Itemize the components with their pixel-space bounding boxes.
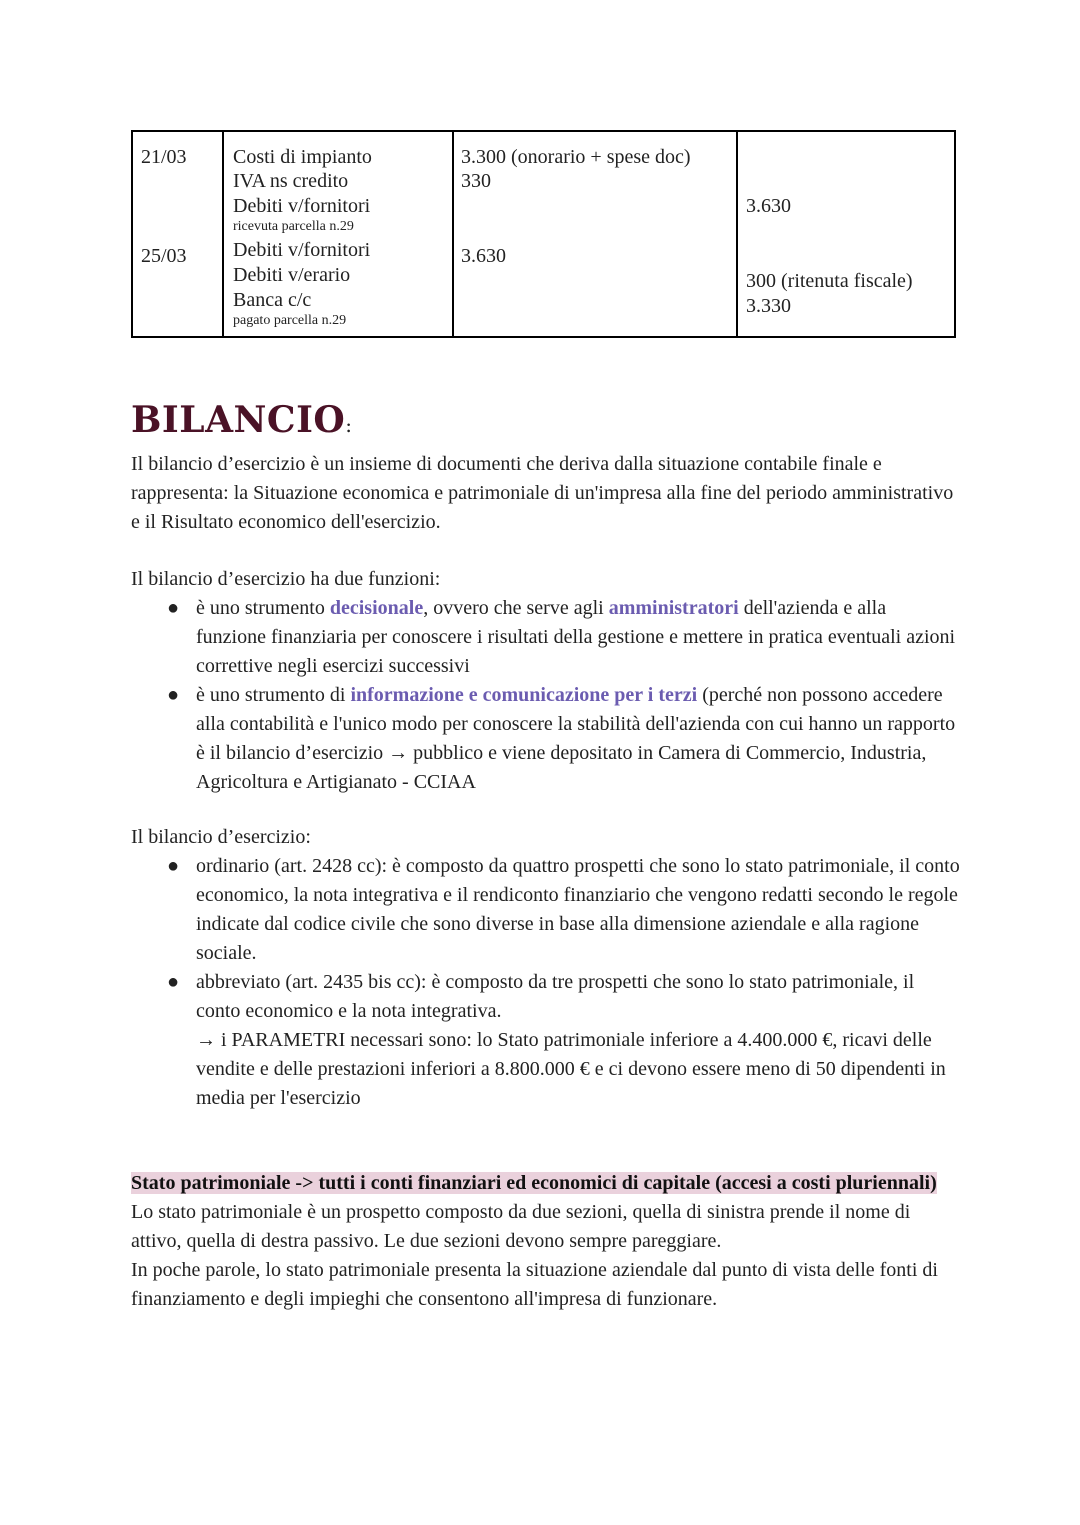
account-cell: Costi di impianto: [233, 146, 372, 168]
types-section: [131, 823, 961, 1113]
account-cell: Banca c/c: [233, 289, 312, 311]
avere-cell: 3.630: [746, 195, 791, 217]
avere-column: [737, 131, 955, 337]
avere-cell: 3.330: [746, 295, 791, 317]
account-note: pagato parcella n.29: [233, 313, 347, 328]
parametri-note: → i PARAMETRI necessari sono: lo Stato patrimoniale inferiore a 4.400.000 €, ricavi delle vendite e delle prestazioni inferiori a 8.800.000 € e ci devono essere meno di 50 dipendenti in media per l'esercizio: [196, 1029, 946, 1109]
bullet-icon: ●: [167, 971, 180, 993]
avere-cell: 300 (ritenuta fiscale): [746, 270, 913, 292]
dare-cell: 330: [461, 170, 491, 192]
dare-cell: 3.630: [461, 245, 506, 267]
account-cell: Debiti v/fornitori: [233, 239, 371, 261]
account-note: ricevuta parcella n.29: [233, 219, 354, 234]
stato-patrimoniale-heading: Stato patrimoniale -> tutti i conti finanziari ed economici di capitale (accesi a costi pluriennali): [131, 1172, 937, 1194]
functions-intro: Il bilancio d’esercizio ha due funzioni:: [131, 568, 441, 590]
bullet-icon: ●: [167, 684, 180, 706]
functions-section: [131, 565, 961, 797]
journal-table: [131, 130, 956, 338]
stato-patrimoniale-p2: In poche parole, lo stato patrimoniale presenta la situazione aziendale dal punto di vista delle fonti di finanziamento e degli impieghi che consentono all'impresa di funzionare.: [131, 1259, 938, 1310]
bullet-icon: ●: [167, 597, 180, 619]
account-cell: IVA ns credito: [233, 170, 349, 192]
stato-patrimoniale-p1: Lo stato patrimoniale è un prospetto composto da due sezioni, quella di sinistra prende il nome di attivo, quella di destra passivo. Le due sezioni devono sempre pareggiare.: [131, 1201, 911, 1252]
list-item: ● è uno strumento di informazione e comunicazione per i terzi (perché non possono accedere alla contabilità e l'unico modo per conoscere la stabilità dell'azienda con cui hanno un rapporto è il bilancio d’esercizio → pubblico e viene depositato in Camera di Commercio, Industria, Agricoltura e Artigianato - CCIAA: [131, 681, 961, 797]
account-column: [223, 131, 453, 337]
bilancio-heading: BILANCIO:: [131, 399, 353, 441]
table-row: [132, 131, 955, 337]
date-column: [132, 131, 223, 337]
account-cell: Debiti v/fornitori: [233, 195, 371, 217]
stato-patrimoniale-section: [131, 1169, 961, 1314]
list-item: ● è uno strumento decisionale, ovvero che serve agli amministratori dell'azienda e alla funzione finanziaria per conoscere i risultati della gestione e mettere in pratica eventuali azioni correttive negli esercizi successivi: [131, 594, 961, 681]
date-cell: 21/03: [141, 146, 187, 168]
types-intro: Il bilancio d’esercizio:: [131, 826, 311, 848]
list-item: ● ordinario (art. 2428 cc): è composto da quattro prospetti che sono lo stato patrimoniale, il conto economico, la nota integrativa e il rendiconto finanziario che vengono redatti secondo le regole indicate dal codice civile che sono diverse in base alla dimensione aziendale e alla ragione sociale.: [131, 852, 961, 968]
list-item: ● abbreviato (art. 2435 bis cc): è composto da tre prospetti che sono lo stato patrimoniale, il conto economico e la nota integrativa. → i PARAMETRI necessari sono: lo Stato patrimoniale inferiore a 4.400.000 €, ricavi delle vendite e delle prestazioni inferiori a 8.800.000 € e ci devono essere meno di 50 dipendenti in media per l'esercizio: [131, 968, 961, 1113]
bullet-icon: ●: [167, 855, 180, 877]
intro-paragraph: Il bilancio d’esercizio è un insieme di documenti che deriva dalla situazione contabile finale e rappresenta: la Situazione economica e patrimoniale di un'impresa alla fine del periodo amministrativo e il Risultato economico dell'esercizio.: [131, 453, 954, 533]
date-cell: 25/03: [141, 245, 187, 267]
account-cell: Debiti v/erario: [233, 264, 351, 286]
dare-column: [453, 131, 737, 337]
dare-cell: 3.300 (onorario + spese doc): [461, 146, 691, 168]
